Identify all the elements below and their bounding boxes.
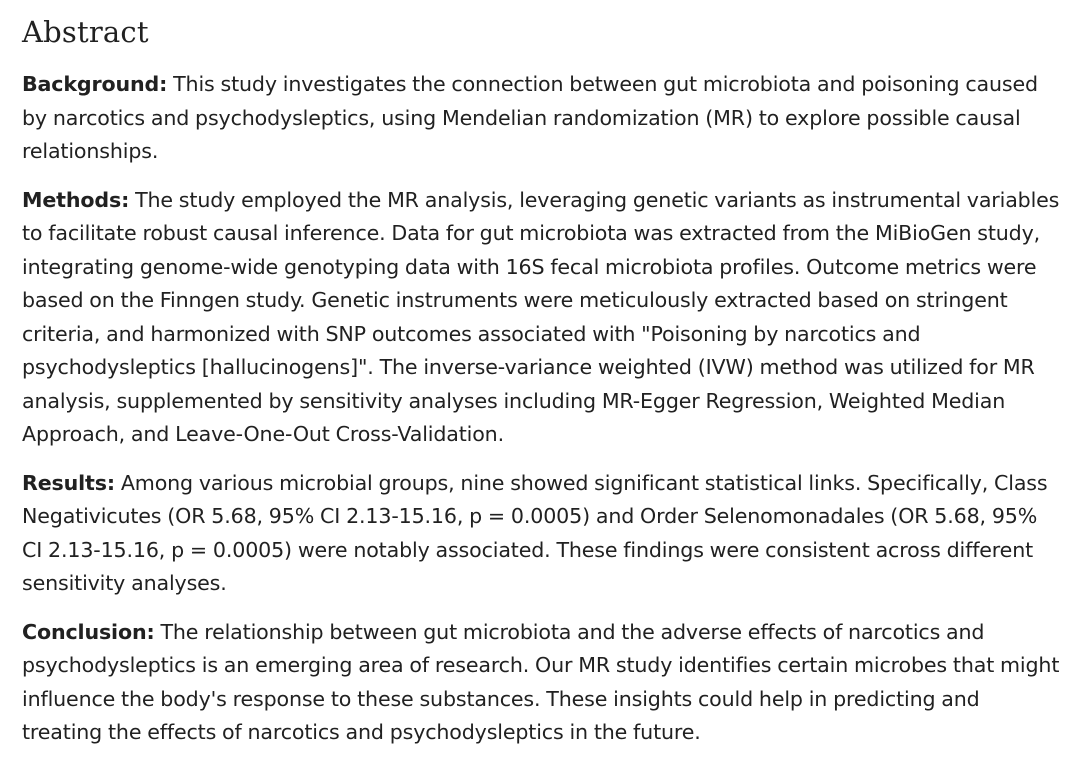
- results-text: Among various microbial groups, nine showed significant statistical links. Specifically, Class Negativicutes (OR 5.68, 95% CI 2.13-15.16, p = 0.0005) and Order Selenomonadales (OR 5.68, 95% CI 2.13-15.16, p = 0.0005) were notably associated. These findings were consistent across different sensitivity analyses.: [22, 470, 1048, 595]
- methods-paragraph: [22, 184, 1062, 452]
- conclusion-paragraph: [22, 616, 1062, 750]
- abstract-heading: Abstract: [22, 15, 149, 49]
- conclusion-text: The relationship between gut microbiota and the adverse effects of narcotics and psychodysleptics is an emerging area of research. Our MR study identifies certain microbes that might influence the body's response to these substances. These insights could help in predicting and treating the effects of narcotics and psychodysleptics in the future.: [22, 619, 1060, 744]
- conclusion-label: Conclusion:: [22, 619, 155, 644]
- results-label: Results:: [22, 470, 115, 495]
- methods-label: Methods:: [22, 187, 130, 212]
- background-text: This study investigates the connection between gut microbiota and poisoning caused by narcotics and psychodysleptics, using Mendelian randomization (MR) to explore possible causal relationships.: [22, 72, 1038, 163]
- results-paragraph: [22, 467, 1062, 601]
- methods-text: The study employed the MR analysis, leveraging genetic variants as instrumental variables to facilitate robust causal inference. Data for gut microbiota was extracted from the MiBioGen study, integrating genome-wide genotyping data with 16S fecal microbiota profiles. Outcome metrics were based on the Finngen study. Genetic instruments were meticulously extracted based on stringent criteria, and harmonized with SNP outcomes associated with "Poisoning by narcotics and psychodysleptics [hallucinogens]". The inverse-variance weighted (IVW) method was utilized for MR analysis, supplemented by sensitivity analyses including MR-Egger Regression, Weighted Median Approach, and Leave-One-Out Cross-Validation.: [22, 187, 1060, 446]
- background-label: Background:: [22, 72, 168, 96]
- abstract-section: [22, 10, 1062, 765]
- background-paragraph: [22, 68, 1062, 169]
